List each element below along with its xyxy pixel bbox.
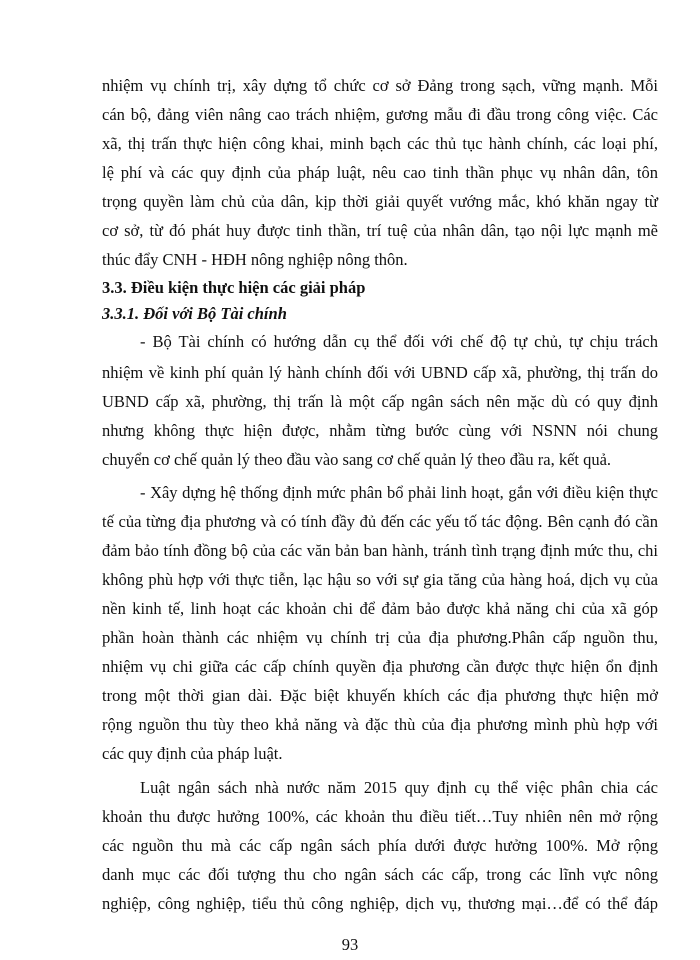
text-line: cán bộ, đảng viên nâng cao trách nhiệm, gương mẫu đi đầu trong công việc. Các — [102, 105, 658, 124]
text-line: thúc đẩy CNH - HĐH nông nghiệp nông thôn. — [102, 250, 408, 269]
text-line: chuyển cơ chế quản lý theo đầu vào sang cơ chế quản lý theo đầu ra, kết quả. — [102, 450, 612, 469]
text-line: trọng quyền làm chủ của dân, kịp thời giải quyết vướng mắc, khó khăn ngay từ — [102, 192, 658, 211]
text-line: nền kinh tế, linh hoạt các khoản chi để đảm bảo được khả năng chi của xã góp — [102, 599, 658, 618]
text-line: khoản thu được hưởng 100%, các khoản thu điều tiết…Tuy nhiên nên mở rộng — [102, 807, 658, 826]
text-line: - Xây dựng hệ thống định mức phân bổ phải linh hoạt, gắn với điều kiện thực — [140, 483, 658, 502]
text-line: - Bộ Tài chính có hướng dẫn cụ thể đối với chế độ tự chủ, tự chịu trách — [140, 332, 658, 351]
text-line: đảm bảo tính đồng bộ của các văn bản ban hành, tránh tình trạng định mức thu, chi — [102, 541, 658, 560]
text-line: xã, thị trấn thực hiện công khai, minh bạch các thủ tục hành chính, các loại phí, — [102, 134, 658, 153]
text-line: trong một thời gian dài. Đặc biệt khuyến khích các địa phương thực hiện mở — [102, 686, 658, 705]
text-line: danh mục các đối tượng thu cho ngân sách các cấp, trong các lĩnh vực nông — [102, 865, 658, 884]
text-line: tế của từng địa phương và có tính đầy đủ đến các yếu tố tác động. Bên cạnh đó cần — [102, 512, 658, 531]
text-line: rộng nguồn thu tùy theo khả năng và đặc thù của địa phương mình phù hợp với — [102, 715, 658, 734]
text-line: UBND cấp xã, phường, thị trấn là một cấp ngân sách nên mặc dù có quy định — [102, 392, 658, 411]
text-line: phần hoàn thành các nhiệm vụ chính trị của địa phương.Phân cấp nguồn thu, — [102, 628, 658, 647]
subsection-heading: 3.3.1. Đối với Bộ Tài chính — [102, 304, 287, 323]
text-line: nhiệm vụ chi giữa các cấp chính quyền địa phương cần được thực hiện ổn định — [102, 657, 658, 676]
text-line: nhiệm vụ chính trị, xây dựng tổ chức cơ sở Đảng trong sạch, vững mạnh. Mỗi — [102, 76, 658, 95]
text-line: nhiệm về kinh phí quản lý hành chính đối với UBND cấp xã, phường, thị trấn do — [102, 363, 658, 382]
text-line: lệ phí và các quy định của pháp luật, nêu cao tinh thần phục vụ nhân dân, tôn — [102, 163, 658, 182]
text-line: Luật ngân sách nhà nước năm 2015 quy định cụ thể việc phân chia các — [140, 778, 658, 797]
text-line: nghiệp, công nghiệp, tiểu thủ công nghiệp, dịch vụ, thương mại…để có thể đáp — [102, 894, 658, 913]
page-number: 93 — [341, 935, 359, 954]
section-heading: 3.3. Điều kiện thực hiện các giải pháp — [102, 278, 366, 297]
text-line: cơ sở, từ đó phát huy được tinh thần, trí tuệ của nhân dân, tạo nội lực mạnh mẽ — [102, 221, 658, 240]
text-line: nhưng không thực hiện được, nhằm từng bước cùng với NSNN nói chung — [102, 421, 658, 440]
text-line: các nguồn thu mà các cấp ngân sách phía dưới được hưởng 100%. Mở rộng — [102, 836, 658, 855]
text-line: không phù hợp với thực tiễn, lạc hậu so với sự gia tăng của hàng hoá, dịch vụ của — [102, 570, 658, 589]
text-line: các quy định của pháp luật. — [102, 744, 283, 763]
